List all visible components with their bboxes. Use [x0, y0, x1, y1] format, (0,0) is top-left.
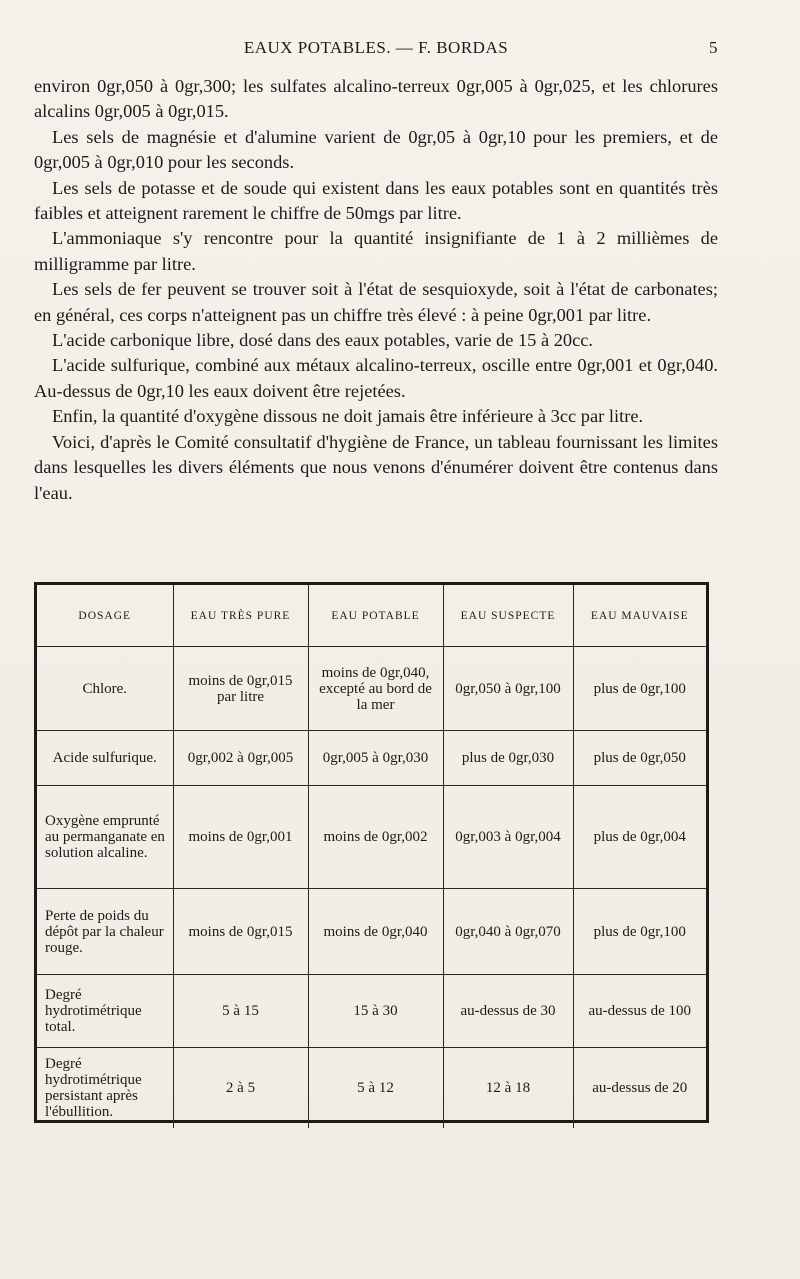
table-cell: au-dessus de 20	[573, 1048, 706, 1128]
running-head	[34, 38, 718, 62]
table-cell: moins de 0gr,040	[308, 889, 443, 975]
table-cell: plus de 0gr,050	[573, 731, 706, 786]
table-cell: 0gr,003 à 0gr,004	[443, 786, 573, 889]
table-cell: 5 à 15	[173, 975, 308, 1048]
norms-table	[37, 585, 706, 1128]
paragraph: Les sels de magnésie et d'alumine varient de 0gr,05 à 0gr,10 pour les premiers, et de 0gr,005 à 0gr,010 pour les seconds.	[34, 126, 718, 173]
table-cell: 0gr,005 à 0gr,030	[308, 731, 443, 786]
paragraph: Les sels de fer peuvent se trouver soit à l'état de sesquioxyde, soit à l'état de carbonates; en général, ces corps n'atteignent pas un chiffre très élevé : à peine 0gr,001 par litre.	[34, 279, 718, 325]
row-label: Acide sulfurique.	[37, 731, 173, 786]
paragraph: L'acide carbonique libre, dosé dans des eaux potables, varie de 15 à 20cc.	[52, 330, 594, 351]
table-row	[37, 889, 706, 975]
column-header: DOSAGE	[37, 585, 173, 647]
table-cell: moins de 0gr,001	[173, 786, 308, 889]
page-number: 5	[709, 38, 718, 57]
table-cell: au-dessus de 30	[443, 975, 573, 1048]
paragraph: L'ammoniaque s'y rencontre pour la quantité insignifiante de 1 à 2 millièmes de milligramme par litre.	[34, 228, 718, 274]
table-cell: plus de 0gr,100	[573, 647, 706, 731]
row-label: Degré hydrotimétrique total.	[37, 975, 173, 1048]
running-title: EAUX POTABLES. — F. BORDAS	[243, 38, 509, 57]
table-cell: moins de 0gr,002	[308, 786, 443, 889]
column-header: EAU SUSPECTE	[443, 585, 573, 647]
table-row	[37, 975, 706, 1048]
table-row	[37, 731, 706, 786]
table-cell: moins de 0gr,015 par litre	[173, 647, 308, 731]
column-header: EAU TRÈS PURE	[173, 585, 308, 647]
row-label: Degré hydrotimétrique persistant après l'ébullition.	[37, 1048, 173, 1128]
table-cell: 2 à 5	[173, 1048, 308, 1128]
table-cell: 0gr,002 à 0gr,005	[173, 731, 308, 786]
table-cell: au-dessus de 100	[573, 975, 706, 1048]
body-text	[34, 74, 718, 506]
table-cell: moins de 0gr,040, excepté au bord de la mer	[308, 647, 443, 731]
row-label: Perte de poids du dépôt par la chaleur rouge.	[37, 889, 173, 975]
table-cell: plus de 0gr,030	[443, 731, 573, 786]
paragraph: Enfin, la quantité d'oxygène dissous ne doit jamais être inférieure à 3cc par litre.	[52, 406, 644, 427]
paragraph: L'acide sulfurique, combiné aux métaux alcalino-terreux, oscille entre 0gr,001 et 0gr,040. Au-dessus de 0gr,10 les eaux doivent être rejetées.	[34, 355, 718, 401]
table-row	[37, 647, 706, 731]
paragraph: environ 0gr,050 à 0gr,300; les sulfates alcalino-terreux 0gr,005 à 0gr,025, et les chlorures alcalins 0gr,005 à 0gr,015.	[34, 76, 718, 122]
table-header-row	[37, 585, 706, 647]
table-cell: plus de 0gr,100	[573, 889, 706, 975]
table-cell: 0gr,050 à 0gr,100	[443, 647, 573, 731]
table-cell: plus de 0gr,004	[573, 786, 706, 889]
row-label: Oxygène emprunté au permanganate en solution alcaline.	[37, 786, 173, 889]
table-cell: 15 à 30	[308, 975, 443, 1048]
table-row	[37, 786, 706, 889]
table-cell: moins de 0gr,015	[173, 889, 308, 975]
table-row	[37, 1048, 706, 1128]
column-header: EAU POTABLE	[308, 585, 443, 647]
table-cell: 0gr,040 à 0gr,070	[443, 889, 573, 975]
paragraph: Les sels de potasse et de soude qui existent dans les eaux potables sont en quantités très faibles et atteignent rarement le chiffre de 50mgs par litre.	[34, 177, 718, 224]
row-label: Chlore.	[37, 647, 173, 731]
column-header: EAU MAUVAISE	[573, 585, 706, 647]
table-cell: 5 à 12	[308, 1048, 443, 1128]
table-cell: 12 à 18	[443, 1048, 573, 1128]
paragraph: Voici, d'après le Comité consultatif d'hygiène de France, un tableau fournissant les limites dans lesquelles les divers éléments que nous venons d'énumérer doivent être contenus dans l'eau.	[34, 431, 718, 503]
water-quality-table	[34, 582, 709, 1123]
